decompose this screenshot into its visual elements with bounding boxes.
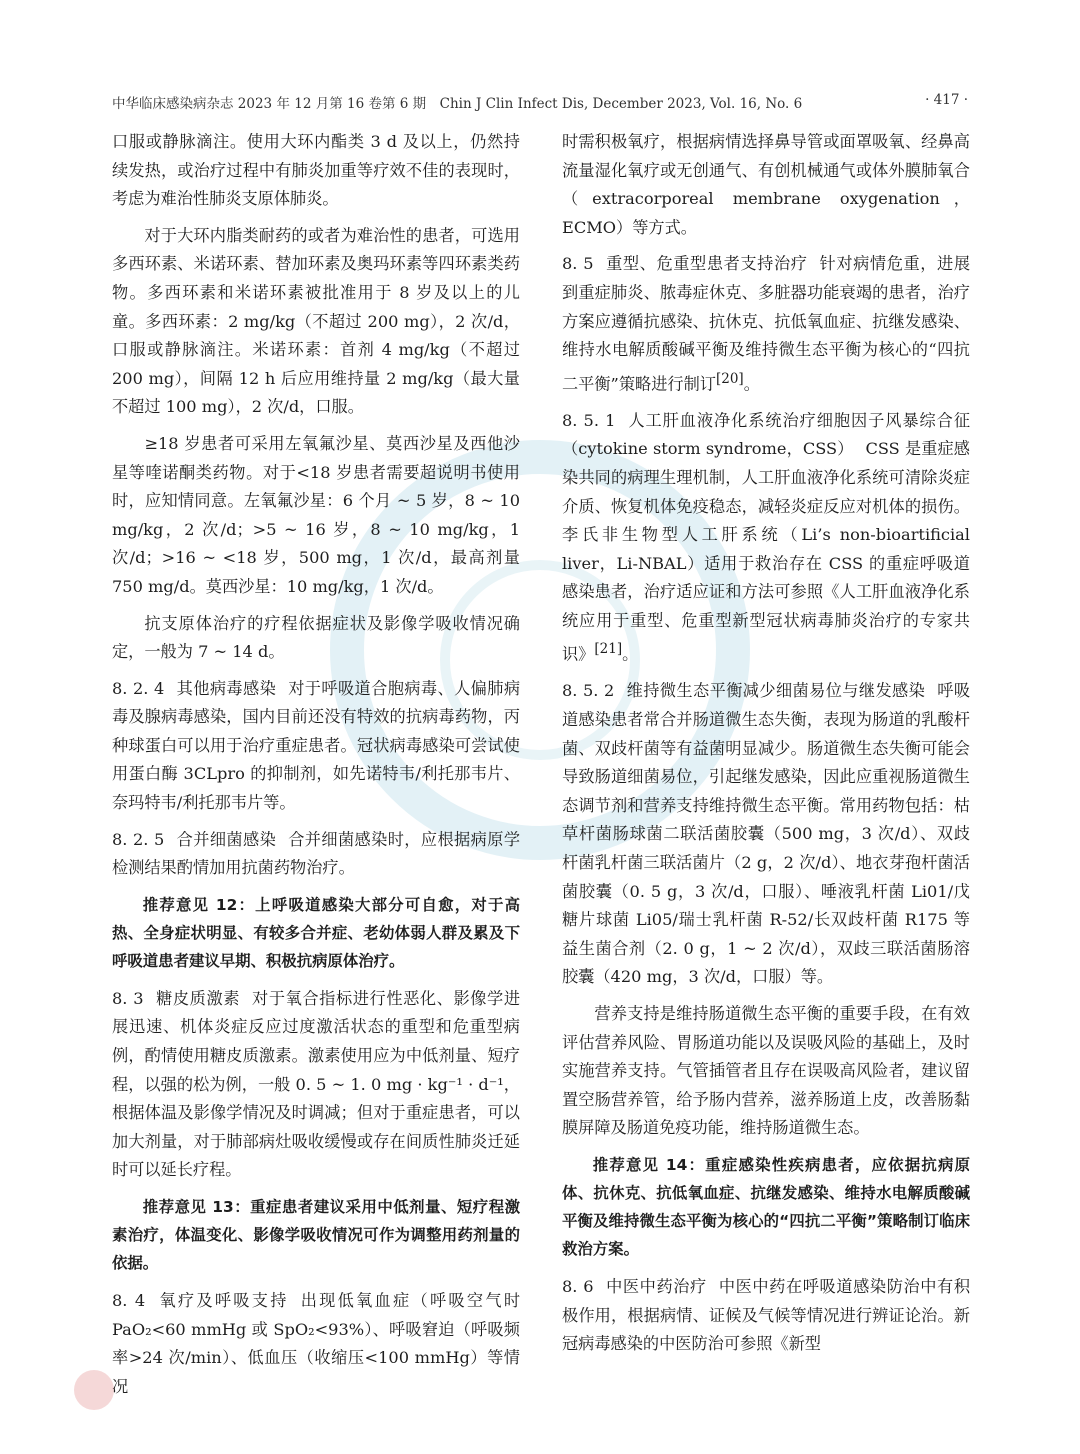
page-header	[112, 92, 968, 112]
section-number: 8. 2. 5	[112, 829, 165, 849]
section-text: 呼吸道感染患者常合并肠道微生态失衡，表现为肠道的乳酸杆菌、双歧杆菌等有益菌明显减少。肠道微生态失衡可能会导致肠道细菌易位，引起继发感染，因此应重视肠道微生态调节剂和营养支持维持微生态平衡。常用药物包括：枯草杆菌肠球菌二联活菌胶囊（500 mg，3 次/d）、双歧杆菌乳杆菌三联活菌片（2 g，2 次/d）、地衣芽孢杆菌活菌胶囊（0. 5 g，3 次/d，口服）、唾液乳杆菌 Li01/戊糖片球菌 Li05/瑞士乳杆菌 R-52/长双歧杆菌 R175 等益生菌合剂（2. 0 g，1 ~ 2 次/d），双歧三联活菌肠溶胶囊（420 mg，3 次/d，口服）等。	[562, 681, 971, 987]
paragraph: 营养支持是维持肠道微生态平衡的重要手段，在有效评估营养风险、胃肠道功能以及误吸风险的基础上，及时实施营养支持。气管插管者且存在误吸高风险者，建议留置空肠营养管，给予肠内营养，滋养肠道上皮，改善肠黏膜屏障及肠道免疫功能，维持肠道微生态。	[562, 1004, 970, 1138]
section-8-2-5	[112, 826, 520, 883]
section-title: 氧疗及呼吸支持	[157, 1291, 289, 1310]
section-number: 8. 6	[562, 1276, 594, 1296]
section-8-6	[562, 1273, 970, 1359]
publisher-logo	[74, 1370, 114, 1410]
section-8-5-2	[562, 677, 970, 992]
section-text: CSS 是重症感染共同的病理生理机制，人工肝血液净化系统可清除炎症介质、恢复机体免疫稳态，减轻炎症反应对机体的损伤。李氏非生物型人工肝系统（Li’s non-bioartificial liver，Li-NBAL）适用于救治存在 CSS 的重症呼吸道感染患者，治疗适应证和方法可参照《人工肝血液净化系统应用于重型、危重型新型冠状病毒肺炎治疗的专家共识》	[562, 439, 970, 664]
section-8-5: 8. 5 重型、危重型患者支持治疗 针对病情危重，进展到重症肺炎、脓毒症休克、多脏器功能衰竭的患者，治疗方案应遵循抗感染、抗休克、抗低氧血症、抗继发感染、维持水电解质酸碱平衡及维持微生态平衡为核心的“四抗二平衡”策略进行制订[20]。	[562, 254, 971, 394]
flower-logo-icon	[74, 1370, 114, 1410]
recommendation-13: 推荐意见 13：重症患者建议采用中低剂量、短疗程激素治疗，体温变化、影像学吸收情况可作为调整用药剂量的依据。	[112, 1198, 520, 1272]
journal-citation: 中华临床感染病杂志 2023 年 12 月第 16 卷第 6 期 Chin J Clin Infect Dis, December 2023, Vol. 16, No. 6	[112, 96, 803, 112]
recommendation-14: 推荐意见 14：重症感染性疾病患者，应依据抗病原体、抗休克、抗低氧血症、抗继发感染、维持水电解质酸碱平衡及维持微生态平衡为核心的“四抗二平衡”策略制订临床救治方案。	[562, 1155, 970, 1258]
citation-ref: [20]	[715, 370, 744, 387]
paragraph: 口服或静脉滴注。使用大环内酯类 3 d 及以上，仍然持续发热，或治疗过程中有肺炎加重等疗效不佳的表现时，考虑为难治性肺炎支原体肺炎。	[112, 132, 520, 209]
paragraph: 对于大环内脂类耐药的或者为难治性的患者，可选用多西环素、米诺环素、替加环素及奥玛环素等四环素类药物。多西环素和米诺环素被批准用于 8 岁及以上的儿童。多西环素：2 mg/kg（不超过 200 mg），2 次/d，口服或静脉滴注。米诺环素：首剂 4 mg/kg（不超过 200 mg），间隔 12 h 后应用维持量 2 mg/kg（最大量不超过 100 mg），2 次/d，口服。	[112, 225, 520, 417]
right-column	[562, 128, 970, 1367]
section-number: 8. 4	[112, 1291, 146, 1310]
section-text: 出现低氧血症（呼吸空气时 PaO₂<60 mmHg 或 SpO₂<93%）、呼吸窘迫（呼吸频率>24 次/min）、低血压（收缩压<100 mmHg）等情况	[112, 1291, 521, 1396]
section-title: 其他病毒感染	[176, 678, 277, 698]
section-text: 中医中药在呼吸道感染防治中有积极作用，根据病情、证候及气候等情况进行辨证论治。新冠病毒感染的中医防治可参照《新型	[562, 1276, 971, 1354]
section-text: 对于呼吸道合胞病毒、人偏肺病毒及腺病毒感染，国内目前还没有特效的抗病毒药物，丙种球蛋白可以用于治疗重症患者。冠状病毒感染可尝试使用蛋白酶 3CLpro 的抑制剂，如先诺特韦/利托那韦片、奈玛特韦/利托那韦片等。	[112, 678, 521, 813]
section-text: 对于氧合指标进行性恶化、影像学进展迅速、机体炎症反应过度激活状态的重型和危重型病例，酌情使用糖皮质激素。激素使用应为中低剂量、短疗程，以强的松为例，一般 0. 5 ~ 1. 0 mg · kg⁻¹ · d⁻¹，根据体温及影像学情况及时调减；但对于重症患者，可以加大剂量，对于肺部病灶吸收缓慢或存在间质性肺炎迁延时可以延长疗程。	[112, 988, 521, 1180]
section-title: 糖皮质激素	[155, 988, 241, 1008]
section-number: 8. 3	[112, 988, 144, 1008]
paragraph: 抗支原体治疗的疗程依据症状及影像学吸收情况确定，一般为 7 ~ 14 d。	[112, 613, 520, 662]
paragraph: 时需积极氧疗，根据病情选择鼻导管或面罩吸氧、经鼻高流量湿化氧疗或无创通气、有创机械通气或体外膜肺氧合（extracorporeal membrane oxygenation，ECMO）等方式。	[562, 132, 970, 237]
section-title: 中医中药治疗	[605, 1276, 707, 1296]
section-title: 重型、危重型患者支持治疗	[605, 254, 808, 274]
section-number: 8. 2. 4	[112, 678, 165, 698]
section-number: 8. 5. 2	[562, 681, 615, 701]
section-8-3	[112, 985, 520, 1185]
section-8-5-1: 8. 5. 1 人工肝血液净化系统治疗细胞因子风暴综合征（cytokine storm syndrome，CSS） CSS 是重症感染共同的病理生理机制，人工肝血液净化系统可清除炎症介质、恢复机体免疫稳态，减轻炎症反应对机体的损伤。李氏非生物型人工肝系统（Li’s non-bioartificial liver，Li-NBAL）适用于救治存在 CSS 的重症呼吸道感染患者，治疗适应证和方法可参照《人工肝血液净化系统应用于重型、危重型新型冠状病毒肺炎治疗的专家共识》[21]。	[562, 410, 971, 664]
page-number: · 417 ·	[925, 92, 968, 108]
citation-ref: [21]	[594, 641, 623, 658]
section-text: 合并细菌感染时，应根据病原学检测结果酌情加用抗菌药物治疗。	[112, 829, 521, 878]
section-title: 人工肝血液净化系统治疗细胞因子风暴综合征（cytokine storm syndrome，CSS）	[562, 410, 971, 459]
section-title: 维持微生态平衡减少细菌易位与继发感染	[626, 681, 926, 701]
section-number: 8. 5	[562, 254, 594, 274]
recommendation-12: 推荐意见 12：上呼吸道感染大部分可自愈，对于高热、全身症状明显、有较多合并症、老幼体弱人群及累及下呼吸道患者建议早期、积极抗病原体治疗。	[112, 895, 520, 970]
section-8-4	[112, 1287, 520, 1401]
section-text: 针对病情危重，进展到重症肺炎、脓毒症休克、多脏器功能衰竭的患者，治疗方案应遵循抗感染、抗休克、抗低氧血症、抗继发感染、维持水电解质酸碱平衡及维持微生态平衡为核心的“四抗二平衡”策略进行制订	[562, 254, 971, 394]
section-number: 8. 5. 1	[562, 410, 616, 430]
section-title: 合并细菌感染	[176, 829, 277, 849]
left-column	[112, 128, 520, 1409]
section-8-2-4	[112, 675, 520, 818]
paragraph: ≥18 岁患者可采用左氧氟沙星、莫西沙星及西他沙星等喹诺酮类药物。对于<18 岁患者需要超说明书使用时，应知情同意。左氧氟沙星：6 个月 ~ 5 岁，8 ~ 10 mg/kg，2 次/d；>5 ~ 16 岁，8 ~ 10 mg/kg，1 次/d；>16 ~ <18 岁，500 mg，1 次/d，最高剂量 750 mg/d。莫西沙星：10 mg/kg，1 次/d。	[112, 433, 520, 596]
